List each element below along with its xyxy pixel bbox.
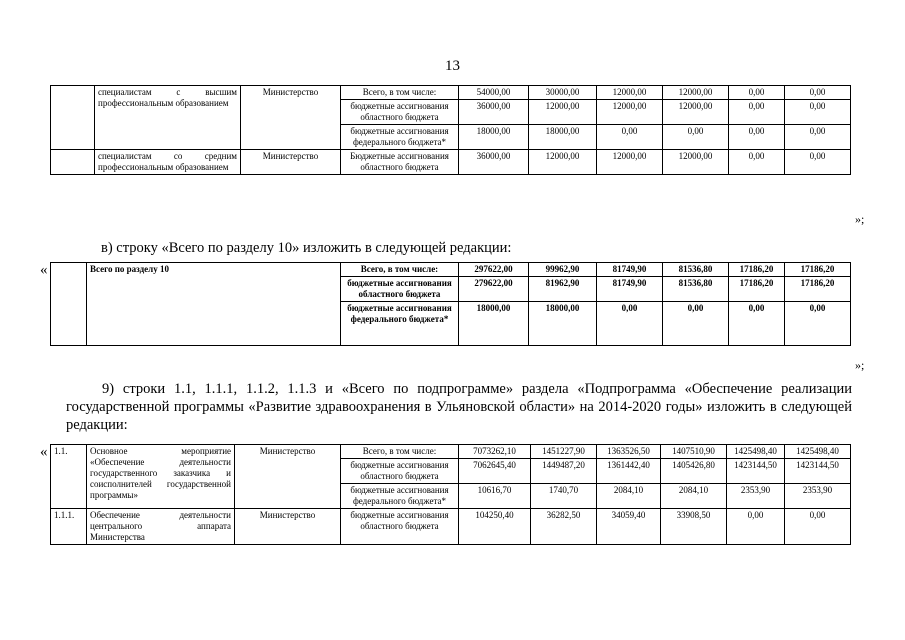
amount-cell: 36282,50	[531, 509, 597, 545]
amount-cell: 1407510,90	[661, 445, 727, 459]
amount-cell: 0,00	[785, 100, 851, 125]
amount-cell: 0,00	[729, 150, 785, 175]
amount-cell: 12000,00	[529, 100, 597, 125]
amount-cell: 1740,70	[531, 484, 597, 509]
funding-category: бюджетные ассигнования федерального бюджета*	[341, 302, 459, 346]
amount-cell: 34059,40	[597, 509, 661, 545]
amount-cell: 36000,00	[459, 100, 529, 125]
amount-cell: 12000,00	[663, 100, 729, 125]
amount-cell: 0,00	[663, 125, 729, 150]
amount-cell: 17186,20	[785, 277, 851, 302]
amount-cell: 0,00	[785, 86, 851, 100]
table-row	[51, 445, 851, 459]
amount-cell: 17186,20	[729, 277, 785, 302]
amount-cell: 81749,90	[597, 263, 663, 277]
funding-category: бюджетные ассигнования федерального бюджета*	[341, 125, 459, 150]
funding-category: Всего, в том числе:	[341, 445, 459, 459]
amount-cell: 0,00	[729, 86, 785, 100]
paragraph-9: 9) строки 1.1, 1.1.1, 1.1.2, 1.1.3 и «Всего по подпрограмме» раздела «Подпрограмма «Обеспечение реализации государственной программы «Развитие здравоохранения в Ульяновской области» на 2014-2020 годы» изложить в следующей редакции:	[66, 381, 852, 433]
amount-cell: 1423144,50	[785, 459, 851, 484]
table-row	[51, 509, 851, 545]
row-organization: Министерство	[241, 150, 341, 175]
amount-cell: 0,00	[597, 125, 663, 150]
amount-cell: 7062645,40	[459, 459, 531, 484]
subprogram-table	[50, 444, 851, 545]
row-number-cell	[51, 150, 95, 175]
amount-cell: 1451227,90	[531, 445, 597, 459]
amount-cell: 2084,10	[597, 484, 661, 509]
amount-cell: 279622,00	[459, 277, 529, 302]
amount-cell: 104250,40	[459, 509, 531, 545]
row-number-cell	[51, 86, 95, 150]
row-number-cell	[51, 263, 87, 346]
amount-cell: 12000,00	[663, 86, 729, 100]
amount-cell: 1425498,40	[727, 445, 785, 459]
amount-cell: 0,00	[785, 302, 851, 346]
amount-cell: 17186,20	[729, 263, 785, 277]
amount-cell: 12000,00	[663, 150, 729, 175]
row-description: Основное мероприятие «Обеспечение деятельности государственного заказчика и соисполнителей государственной программы»	[87, 445, 235, 509]
row-organization: Министерство	[235, 445, 341, 509]
section-total-table	[50, 262, 851, 346]
row-number: 1.1.	[51, 445, 87, 509]
amount-cell: 2353,90	[785, 484, 851, 509]
amount-cell: 1361442,40	[597, 459, 661, 484]
close-mark-1: »;	[855, 212, 865, 226]
amount-cell: 54000,00	[459, 86, 529, 100]
section-total-label: Всего по разделу 10	[87, 263, 341, 346]
paragraph-v: в) строку «Всего по разделу 10» изложить в следующей редакции:	[101, 240, 512, 256]
amount-cell: 18000,00	[459, 125, 529, 150]
amount-cell: 0,00	[727, 509, 785, 545]
amount-cell: 36000,00	[459, 150, 529, 175]
row-organization: Министерство	[235, 509, 341, 545]
close-mark-2: »;	[855, 358, 865, 372]
amount-cell: 1449487,20	[531, 459, 597, 484]
amount-cell: 12000,00	[597, 150, 663, 175]
amount-cell: 1363526,50	[597, 445, 661, 459]
amount-cell: 0,00	[729, 125, 785, 150]
table-row	[51, 86, 851, 100]
funding-category: бюджетные ассигнования областного бюджета	[341, 459, 459, 484]
amount-cell: 17186,20	[785, 263, 851, 277]
amount-cell: 18000,00	[459, 302, 529, 346]
table-row	[51, 150, 851, 175]
amount-cell: 0,00	[729, 100, 785, 125]
funding-category: бюджетные ассигнования областного бюджета	[341, 100, 459, 125]
row-description: специалистам со средним профессиональным образованием	[95, 150, 241, 175]
funding-category: бюджетные ассигнования областного бюджета	[341, 277, 459, 302]
amount-cell: 81536,80	[663, 263, 729, 277]
amount-cell: 0,00	[785, 125, 851, 150]
funding-table-1	[50, 85, 851, 175]
open-quote-3: «	[40, 444, 48, 460]
row-description: специалистам с высшим профессиональным образованием	[95, 86, 241, 150]
amount-cell: 0,00	[785, 509, 851, 545]
amount-cell: 10616,70	[459, 484, 531, 509]
amount-cell: 1423144,50	[727, 459, 785, 484]
amount-cell: 2084,10	[661, 484, 727, 509]
amount-cell: 0,00	[729, 302, 785, 346]
row-description: Обеспечение деятельности центрального аппарата Министерства	[87, 509, 235, 545]
amount-cell: 1405426,80	[661, 459, 727, 484]
row-number: 1.1.1.	[51, 509, 87, 545]
amount-cell: 99962,90	[529, 263, 597, 277]
page-number: 13	[445, 58, 460, 74]
amount-cell: 0,00	[785, 150, 851, 175]
funding-category: Всего, в том числе:	[341, 263, 459, 277]
amount-cell: 81536,80	[663, 277, 729, 302]
amount-cell: 81962,90	[529, 277, 597, 302]
table-row	[51, 263, 851, 277]
funding-category: бюджетные ассигнования федерального бюджета*	[341, 484, 459, 509]
open-quote-2: «	[40, 262, 48, 278]
amount-cell: 33908,50	[661, 509, 727, 545]
funding-category: Бюджетные ассигнования областного бюджета	[341, 150, 459, 175]
amount-cell: 0,00	[663, 302, 729, 346]
funding-category: Всего, в том числе:	[341, 86, 459, 100]
amount-cell: 30000,00	[529, 86, 597, 100]
amount-cell: 12000,00	[597, 100, 663, 125]
amount-cell: 1425498,40	[785, 445, 851, 459]
amount-cell: 81749,90	[597, 277, 663, 302]
amount-cell: 297622,00	[459, 263, 529, 277]
funding-category: бюджетные ассигнования областного бюджета	[341, 509, 459, 545]
amount-cell: 18000,00	[529, 302, 597, 346]
amount-cell: 12000,00	[597, 86, 663, 100]
row-organization: Министерство	[241, 86, 341, 150]
amount-cell: 2353,90	[727, 484, 785, 509]
amount-cell: 18000,00	[529, 125, 597, 150]
amount-cell: 7073262,10	[459, 445, 531, 459]
amount-cell: 0,00	[597, 302, 663, 346]
amount-cell: 12000,00	[529, 150, 597, 175]
